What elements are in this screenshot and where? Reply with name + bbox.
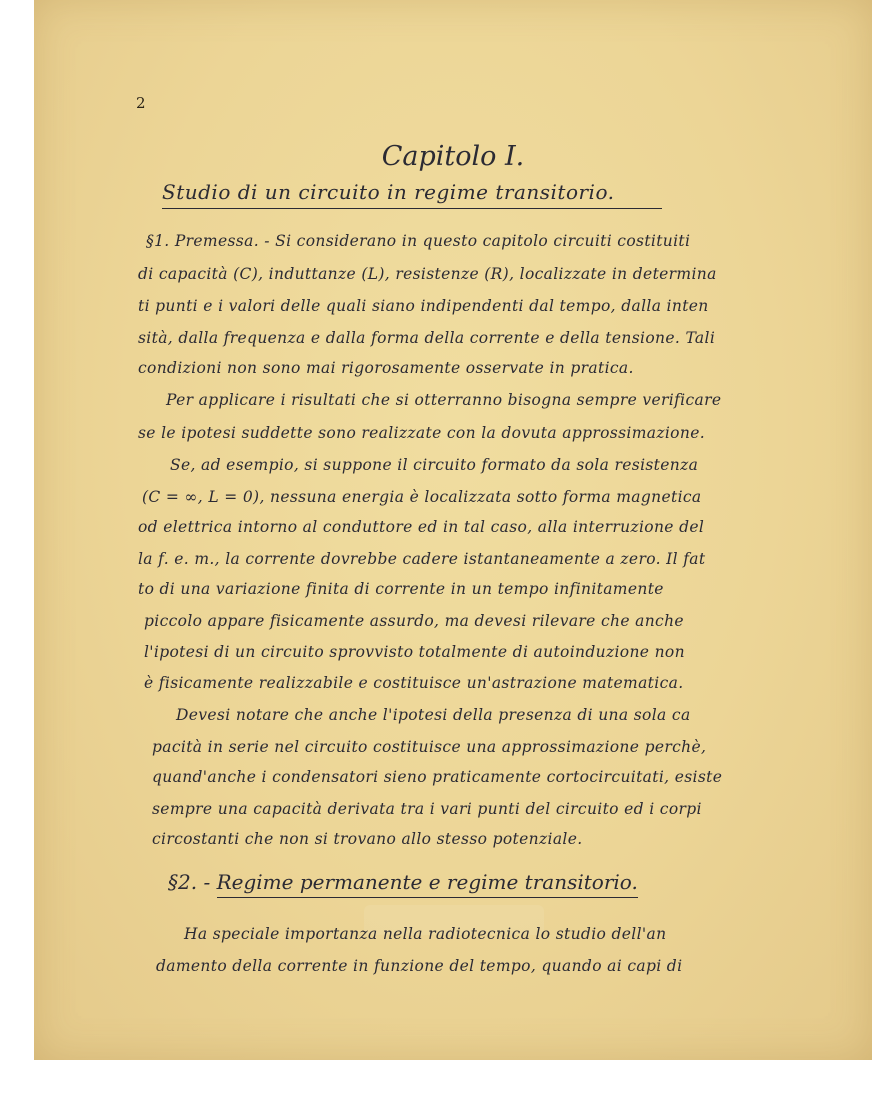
text-line: la f. e. m., la corrente dovrebbe cadere istantaneamente a zero. Il fat [138, 550, 706, 568]
section-title: Regime permanente e regime transitorio. [217, 870, 638, 898]
text-line: se le ipotesi suddette sono realizzate con la dovuta approssimazione. [138, 424, 705, 442]
text-line: piccolo appare fisicamente assurdo, ma devesi rilevare che anche [144, 612, 684, 630]
manuscript-page [34, 0, 872, 1060]
text-line: Devesi notare che anche l'ipotesi della presenza di una sola ca [176, 706, 691, 724]
section-heading [168, 870, 638, 898]
text-line: §1. Premessa. - Si considerano in questo capitolo circuiti costituiti [146, 232, 691, 250]
chapter-subtitle: Studio di un circuito in regime transitorio. [162, 180, 662, 209]
text-line: damento della corrente in funzione del tempo, quando ai capi di [156, 957, 683, 975]
text-line: od elettrica intorno al conduttore ed in tal caso, alla interruzione del [138, 518, 705, 536]
section-number: §2. - [168, 870, 211, 894]
text-line: ti punti e i valori delle quali siano indipendenti dal tempo, dalla inten [138, 297, 709, 315]
text-line: quand'anche i condensatori sieno praticamente cortocircuitati, esiste [152, 768, 723, 786]
page-number: 2 [136, 94, 146, 112]
text-line: l'ipotesi di un circuito sprovvisto totalmente di autoinduzione non [144, 643, 685, 661]
chapter-title: Capitolo I. [381, 141, 525, 172]
text-line: di capacità (C), induttanze (L), resistenze (R), localizzate in determina [138, 265, 717, 283]
text-line: condizioni non sono mai rigorosamente osservate in pratica. [138, 359, 634, 377]
text-line: è fisicamente realizzabile e costituisce un'astrazione matematica. [144, 674, 684, 692]
text-line: circostanti che non si trovano allo stesso potenziale. [152, 830, 583, 848]
text-line: Se, ad esempio, si suppone il circuito formato da sola resistenza [170, 456, 699, 474]
text-line: sità, dalla frequenza e dalla forma della corrente e della tensione. Tali [138, 329, 716, 347]
text-line: pacità in serie nel circuito costituisce una approssimazione perchè, [152, 738, 707, 756]
text-line: Per applicare i risultati che si otterranno bisogna sempre verificare [166, 391, 722, 409]
text-line: (C = ∞, L = 0), nessuna energia è localizzata sotto forma magnetica [142, 488, 702, 506]
text-line: sempre una capacità derivata tra i vari punti del circuito ed i corpi [152, 800, 702, 818]
text-line: to di una variazione finita di corrente in un tempo infinitamente [138, 580, 664, 598]
text-line: Ha speciale importanza nella radiotecnica lo studio dell'an [184, 925, 667, 943]
